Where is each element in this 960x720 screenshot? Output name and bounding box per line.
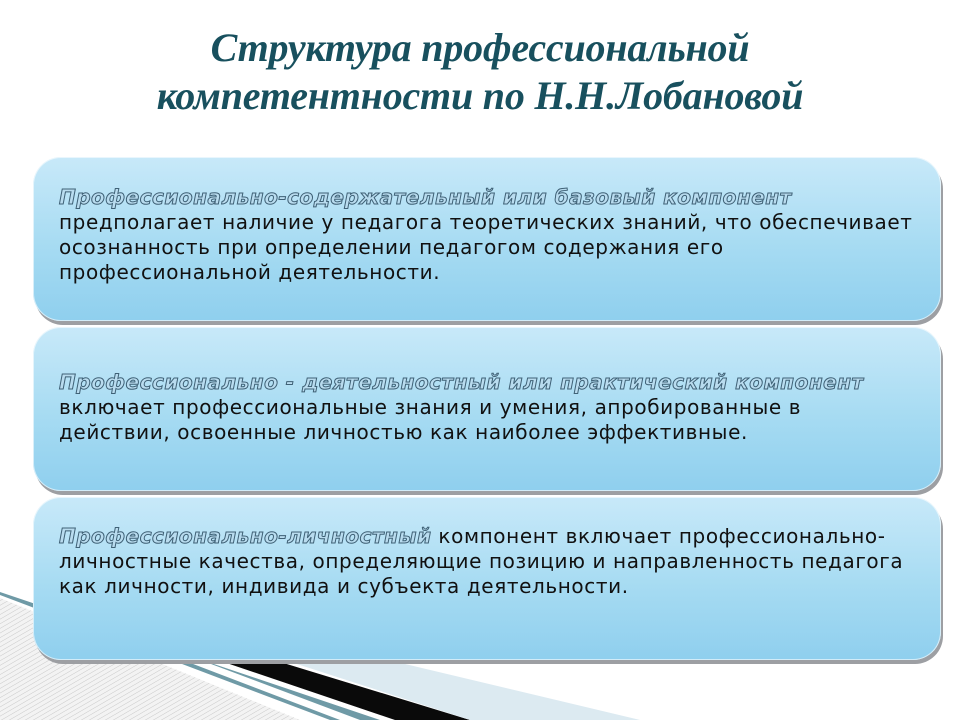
component-card-personal <box>33 497 941 660</box>
component-text: предполагает наличие у педагога теоретических знаний, что обеспечивает осознанность при определении педагогом содержания его профессиональной деятельности. <box>59 210 913 284</box>
title-line-1: Структура профессиональной <box>210 25 750 70</box>
slide-title <box>0 24 960 120</box>
component-heading: Профессионально-содержательный или базовый компонент <box>59 185 792 209</box>
component-card-activity <box>33 327 941 491</box>
component-card-content <box>33 157 941 321</box>
component-text: компонент включает профессионально-личностные качества, определяющие позицию и направленность педагога как личности, индивида и субъекта деятельности. <box>59 524 904 598</box>
title-line-2: компетентности по Н.Н.Лобановой <box>156 73 804 118</box>
component-text: включает профессиональные знания и умения, апробированные в действии, освоенные личностью как наиболее эффективные. <box>59 395 802 444</box>
component-heading: Профессионально-личностный <box>59 524 432 548</box>
component-heading: Профессионально - деятельностный или практический компонент <box>59 370 864 394</box>
